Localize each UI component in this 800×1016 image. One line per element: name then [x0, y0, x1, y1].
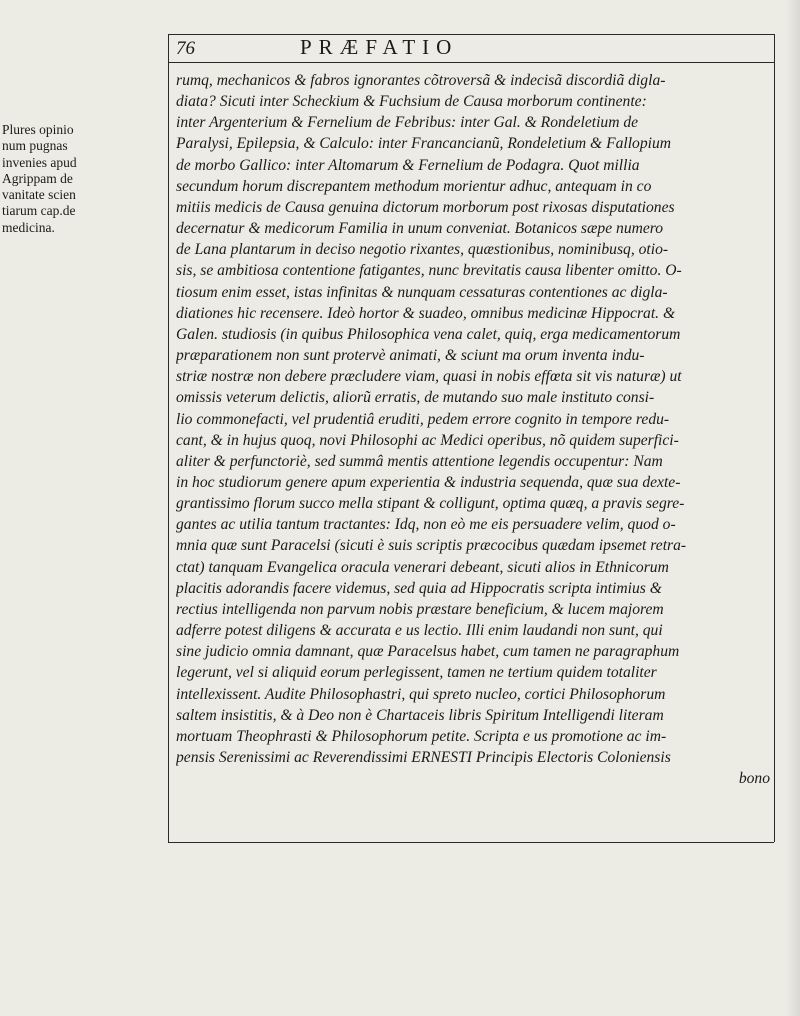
margin-note	[2, 122, 166, 236]
text-line: diationes hic recensere. Ideò hortor & suadeo, omnibus medicinæ Hippocrat. &	[176, 304, 676, 322]
body-text	[176, 70, 770, 789]
text-line: secundum horum discrepantem methodum morientur adhuc, antequam in co	[176, 177, 652, 195]
text-line: tiosum enim esset, istas infinitas & nunquam cessaturas contentiones ac digla-	[176, 283, 668, 301]
margin-note-line: tiarum cap.de	[2, 203, 76, 219]
text-line: placitis adorandis facere videmus, sed quia ad Hippocratis scripta intimius &	[176, 579, 662, 597]
margin-note-line: Agrippam de	[2, 170, 73, 186]
text-line: striæ nostræ non debere præcludere viam, quasi in nobis effœta sit vis naturæ) ut	[176, 368, 682, 386]
text-line: mortuam Theophrasti & Philosophorum petite. Scripta e us promotione ac im-	[176, 727, 667, 745]
text-line: sine judicio omnia damnant, quæ Paracelsus habet, cum tamen ne paragraphum	[176, 643, 680, 661]
text-line: in hoc studiorum genere apum experientia & industria sequenda, quæ sua dexte-	[176, 473, 681, 491]
margin-note-line: invenies apud	[2, 154, 77, 170]
page-edge-shadow	[786, 0, 800, 1016]
margin-note-line: num pugnas	[2, 138, 68, 154]
text-line: rectius intelligenda non parvum nobis præstare beneficium, & lucem majorem	[176, 600, 664, 618]
text-line: sis, se ambitiosa contentione fatigantes, nunc brevitatis causa libenter omitto. O-	[176, 262, 682, 280]
text-line: mnia quæ sunt Paracelsi (sicuti è suis scriptis præcocibus quædam ipsemet retra-	[176, 537, 687, 555]
text-line: aliter & perfunctoriè, sed summâ mentis attentione legendis occupentur: Nam	[176, 452, 663, 470]
text-line: lio commonefacti, vel prudentiâ eruditi, pedem errore cognito in tempore redu-	[176, 410, 670, 428]
text-line: Galen. studiosis (in quibus Philosophica vena calet, quiq, erga medicamentorum	[176, 325, 681, 343]
running-head: PRÆFATIO	[300, 35, 459, 59]
header-rule	[168, 62, 774, 63]
margin-note-line: medicina.	[2, 219, 55, 235]
text-line: pensis Serenissimi ac Reverendissimi ERNESTI Principis Electoris Coloniensis	[176, 749, 671, 766]
page-number: 76	[176, 38, 195, 59]
top-rule	[168, 34, 774, 35]
text-line: præparationem non sunt protervè animati, & sciunt ma orum inventa indu-	[176, 347, 645, 365]
text-line: omissis veterum delictis, aliorũ erratis, de mutando suo male instituto consi-	[176, 389, 655, 407]
text-line: intellexissent. Audite Philosophastri, qui spreto nucleo, cortici Philosophorum	[176, 685, 666, 703]
margin-note-line: vanitate scien	[2, 187, 76, 203]
text-line: diata? Sicuti inter Scheckium & Fuchsium de Causa morborum continente:	[176, 93, 647, 111]
text-line: de Lana plantarum in deciso negotio rixantes, quæstionibus, nominibusq, otio-	[176, 241, 669, 259]
margin-note-line: Plures opinio	[2, 122, 74, 137]
text-line: Paralysi, Epilepsia, & Calculo: inter Francancianũ, Rondeletium & Fallopium	[176, 135, 672, 153]
text-line: gantes ac utilia tantum tractantes: Idq, non eò me eis persuadere velim, quod o-	[176, 516, 676, 534]
text-line: legerunt, vel si aliquid eorum perlegissent, tamen ne tertium quidem totaliter	[176, 664, 657, 682]
text-line: decernatur & medicorum Familia in unum conveniat. Botanicos sæpe numero	[176, 220, 664, 238]
text-line: rumq, mechanicos & fabros ignorantes cõtroversã & indecisã discordiã digla-	[176, 72, 666, 89]
left-rule	[168, 34, 169, 842]
bottom-rule	[168, 842, 774, 843]
text-line: de morbo Gallico: inter Altomarum & Fernelium de Podagra. Quot millia	[176, 156, 640, 174]
text-line: cant, & in hujus quoq, novi Philosophi ac Medici operibus, nõ quidem superfici-	[176, 431, 679, 449]
text-line: ctat) tanquam Evangelica oracula venerari debeant, sicuti alios in Ethnicorum	[176, 558, 669, 576]
catchword: bono	[738, 770, 770, 788]
text-line: grantissimo florum succo mella stipant & colligunt, optima quæq, a pravis segre-	[176, 495, 685, 513]
text-line: mitiis medicis de Causa genuina dictorum morborum post rixosas disputationes	[176, 198, 675, 216]
text-line: saltem insistitis, & à Deo non è Chartaceis libris Spiritum Intelligendi literam	[176, 706, 664, 724]
text-line: inter Argenterium & Fernelium de Febribus: inter Gal. & Rondeletium de	[176, 114, 639, 132]
right-rule	[774, 34, 775, 842]
text-line: adferre potest diligens & accurata e us lectio. Illi enim laudandi non sunt, qui	[176, 622, 663, 640]
